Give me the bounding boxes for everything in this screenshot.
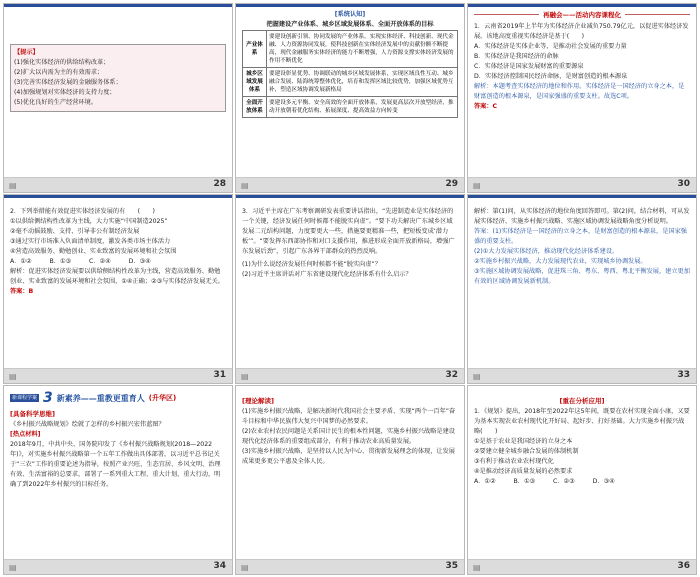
menu-icon[interactable]: ▤ xyxy=(241,181,249,190)
answer: 答案：B xyxy=(10,288,34,295)
menu-icon[interactable]: ▤ xyxy=(473,563,481,572)
sub-label: [重在分析应用] xyxy=(559,397,605,405)
menu-icon[interactable]: ▤ xyxy=(241,563,249,572)
row-value: 要建设彰显优势、协调联动的城乡区域发展体系，实现区域良性互动、城乡融合发展、陆海统筹整体优化，培育和发挥区域比较优势，加强区域优势互补，塑造区域协调发展新格局 xyxy=(267,68,458,97)
section-number: 3 xyxy=(43,390,53,406)
item: ①以供给侧结构性改革为主线，大力实施“中国制造2025” xyxy=(10,218,168,225)
hint-line: (5)优化良好的生产经营环境。 xyxy=(14,99,98,106)
item: ③有利于推动农业农村现代化 xyxy=(474,458,554,465)
options-row xyxy=(10,257,226,267)
answer: 答案：C xyxy=(474,103,498,110)
options-row xyxy=(474,477,690,487)
guiding-question: 《乡村振兴战略规划》绘就了怎样的乡村振兴宏伟蓝图？ xyxy=(10,421,165,428)
slide-topbar xyxy=(236,4,464,7)
page-number: 30 xyxy=(677,179,690,189)
hint-box xyxy=(10,44,226,112)
row-key: 产业体系 xyxy=(243,31,267,68)
question-text: 1．云南省2019年上半年为实体经济企业减负750.79亿元，以促进实体经济发展。该地高度重视实体经济是基于( ) xyxy=(474,23,689,40)
slide-topbar xyxy=(236,195,464,198)
material-text: 2018年9月，中共中央、国务院印发了《乡村振兴战略规划(2018—2022年)》，对实施乡村振兴战略第一个五年工作做出具体部署，以习近平总书记关于“三农”工作的重要论述为指导，按照产业兴旺、生态宜居、乡风文明、治理有效、生活富裕的总要求，部署了一系列重大工程、重大计划、重大行动，明确了到2022年乡村振兴的目标任务。 xyxy=(10,441,221,488)
section-title: 把握建设产业体系、城乡区域发展体系、全面开放体系的目标 xyxy=(266,21,434,28)
row-value: 要建设多元平衡、安全高效的全面开放体系，发展更高层次开放型经济，推动开放朝着优化结构、拓展深度、提高效益方向转变 xyxy=(267,97,458,118)
question-text: 2．下列举措能有效促进实体经济发展的有 ( ) xyxy=(10,208,155,215)
menu-icon[interactable]: ▤ xyxy=(9,181,17,190)
slide-footer xyxy=(468,368,696,383)
slide-31[interactable] xyxy=(3,194,233,384)
option: C．②③ xyxy=(553,478,575,485)
option: B．①③ xyxy=(513,478,536,485)
explanation: 解析：本题考查实体经济的地位和作用。实体经济是一国经济的立身之本，是财富创造的根本源泉，是国家强盛的重要支柱。故选C项。 xyxy=(474,83,685,100)
material-label: [热点材料] xyxy=(10,431,41,438)
system-table xyxy=(242,30,458,118)
theory-line: (2)农业农村农民问题是关系国计民生的根本性问题，实施乡村振兴战略是建设现代化经济体系的重要组成部分，有利于推动农业高质量发展。 xyxy=(242,428,455,445)
section-heading xyxy=(10,390,226,406)
slide-36[interactable] xyxy=(467,385,697,575)
sub-question: (1)为什么说经济发展任何时候都不能“脱实向虚”？ xyxy=(242,261,381,268)
slide-28[interactable] xyxy=(3,3,233,193)
menu-icon[interactable]: ▤ xyxy=(9,563,17,572)
menu-icon[interactable]: ▤ xyxy=(473,372,481,381)
slide-footer xyxy=(4,559,232,574)
page-number: 32 xyxy=(445,370,458,380)
table-row xyxy=(243,97,458,118)
item: ④是推动经济高质量发展的必然要求 xyxy=(474,468,573,475)
table-row xyxy=(243,68,458,97)
option: B．①③ xyxy=(49,258,72,265)
hint-label: 【提示】 xyxy=(14,49,39,56)
material-text: 3．习近平主席在广东考察调研发表重要讲话指出，“先进制造业是实体经济的一个关键，经济发展任何时候都不能脱实向虚”。“要下功夫解决广东城乡区域发展二元结构问题，力度要更大一些，措施要更精准一些，把短板变成‘潜力板’”。“要发挥东西部协作和对口支援作用，推进形成全面开放新格局，增强广东发展后劲”，引起广东各界干部群众的热烈反响。 xyxy=(242,208,455,255)
option: D．③④ xyxy=(128,258,151,265)
option: D．实体经济控制国民经济命脉，是财富创造的根本源泉 xyxy=(474,73,628,80)
row-key: 全面开放体系 xyxy=(243,97,267,118)
sub-label: [具备科学思维] xyxy=(10,410,55,418)
section-title: 新素养——重教更重育人 xyxy=(56,393,145,403)
option: B．实体经济是我国经济的命脉 xyxy=(474,53,559,60)
slide-topbar xyxy=(468,4,696,7)
section-header: 再融会——活动内容课程化 xyxy=(543,11,621,19)
explanation: 解析：促进实体经济发展要以供给侧结构性改革为主线，营造高效服务、勤勉创业、实业致富的发展环境和社会氛围，①④正确；②③与实体经济发展无关。 xyxy=(10,268,224,285)
option: A．实体经济是实体企业等，是推动社会发展的重要力量 xyxy=(474,43,627,50)
option: C．实体经济是国家发展财富的重要源泉 xyxy=(474,63,584,70)
table-row xyxy=(243,31,458,68)
row-value: 要建设创新引领、协同发展的产业体系，实现实体经济、科技创新、现代金融、人力资源协同发展，使科技创新在实体经济发展中的贡献份额不断提高，现代金融服务实体经济的能力不断增强，人力资源支撑实体经济发展的作用不断优化 xyxy=(267,31,458,68)
page-number: 36 xyxy=(677,561,690,571)
question-text: 1．《规划》提出，2018年至2022年这5年间，既要在农村实现全面小康，又要为基本实现农业农村现代化开好局、起好步、打好基础。大力实施乡村振兴战略( ) xyxy=(474,408,690,435)
option: D．③④ xyxy=(592,478,615,485)
sub-question: (2)习近平主席讲话对广东省建设现代化经济体系有什么启示？ xyxy=(242,271,412,278)
page-number: 28 xyxy=(213,179,226,189)
slide-footer xyxy=(236,559,464,574)
item: ②毫不动摇鼓励、支持、引导非公有制经济发展 xyxy=(10,228,140,235)
answer-line: (2)①大力发展实体经济，推动现代化经济体系建设。 xyxy=(474,248,619,255)
slide-33[interactable] xyxy=(467,194,697,384)
slide-footer xyxy=(236,368,464,383)
menu-icon[interactable]: ▤ xyxy=(473,181,481,190)
section-sub: (升华区) xyxy=(148,394,177,402)
slide-topbar xyxy=(468,195,696,198)
page-number: 31 xyxy=(213,370,226,380)
slide-29[interactable] xyxy=(235,3,465,193)
answer-line: ③实施区域协调发展战略，促进珠三角、粤东、粤西、粤北平衡发展，建立更加有效的区域协调发展新机制。 xyxy=(474,268,690,285)
row-key: 城乡区域发展体系 xyxy=(243,68,267,97)
option: A．①② xyxy=(474,478,496,485)
item: ②要建立健全城乡融合发展的体制机制 xyxy=(474,448,579,455)
theory-line: (3)实施乡村振兴战略，是坚持以人民为中心、贯彻新发展理念的体现，让发展成果更多更公平惠及全体人民。 xyxy=(242,448,455,465)
hint-line: (4)加强规划对实体经济的支持力度； xyxy=(14,89,116,96)
slide-32[interactable] xyxy=(235,194,465,384)
menu-icon[interactable]: ▤ xyxy=(9,372,17,381)
sub-label: [理论解读] xyxy=(242,397,274,405)
slide-topbar xyxy=(4,195,232,198)
slide-34[interactable] xyxy=(3,385,233,575)
slide-footer xyxy=(468,559,696,574)
page-number: 33 xyxy=(677,370,690,380)
answer: 答案：(1)实体经济是一国经济的立身之本，是财富创造的根本源泉，是国家强盛的重要支柱。 xyxy=(474,228,687,245)
slide-topbar xyxy=(4,4,232,7)
hint-line: (2)扩大以内需为主的有效需求； xyxy=(14,69,104,76)
menu-icon[interactable]: ▤ xyxy=(241,372,249,381)
slide-footer xyxy=(236,177,464,192)
option: C．②④ xyxy=(89,258,111,265)
item: ④营造高效服务、勤勉创业、实业致富的发展环境和社会氛围 xyxy=(10,248,177,255)
slide-30[interactable] xyxy=(467,3,697,193)
slide-footer xyxy=(468,177,696,192)
section-header: [系统认知] xyxy=(334,11,366,18)
page-number: 35 xyxy=(445,561,458,571)
answer-line: ②实施乡村振兴战略，大力发展现代农业，实现城乡协调发展。 xyxy=(474,258,647,265)
slide-footer xyxy=(4,177,232,192)
option: A．①② xyxy=(10,258,32,265)
item: ③通过实行市场准入负面清单制度，激发各类市场主体活力 xyxy=(10,238,171,245)
theory-line: (1)实施乡村振兴战略，是解决新时代我国社会主要矛盾、实现“两个一百年”奋斗目标和中华民族伟大复兴中国梦的必然要求。 xyxy=(242,408,456,425)
hint-line: (1)强化实体经济的供给结构改革； xyxy=(14,59,110,66)
page-number: 29 xyxy=(445,179,458,189)
course-tag: 新课程学案 xyxy=(12,395,38,401)
hint-line: (3)完善实体经济发展的金融服务体系； xyxy=(14,79,122,86)
slide-footer xyxy=(4,368,232,383)
item: ①是基于农业是我国经济的立身之本 xyxy=(474,438,573,445)
page-number: 34 xyxy=(213,561,226,571)
section-header-bar xyxy=(474,10,690,19)
explanation: 解析：第(1)问，从实体经济的地位角度回答即可。第(2)问，结合材料，可从发展实体经济、实施乡村振兴战略、实施区域协调发展战略角度分析说明。 xyxy=(474,208,690,225)
slide-35[interactable] xyxy=(235,385,465,575)
